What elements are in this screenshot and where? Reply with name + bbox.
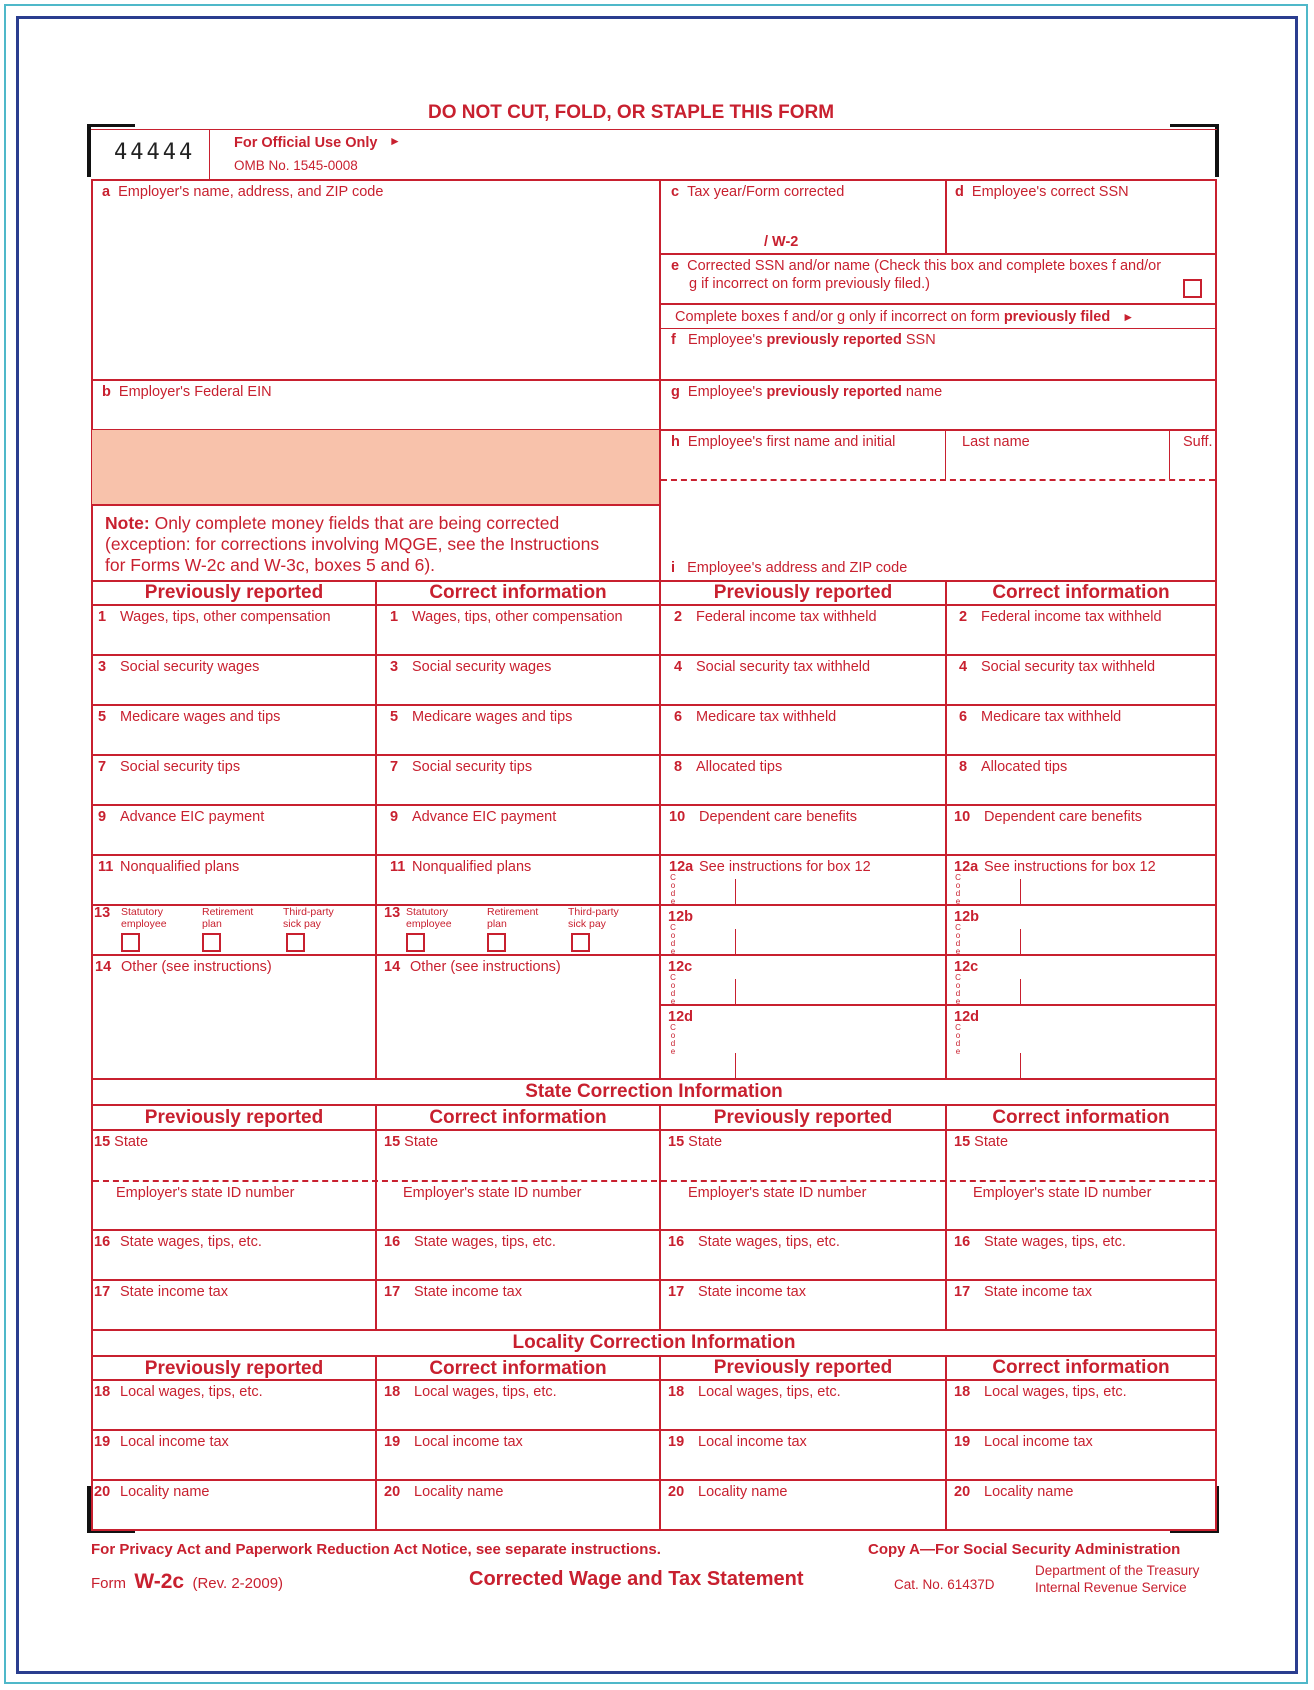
thirdparty-checkbox[interactable]: [571, 933, 590, 952]
rule: [91, 1479, 1217, 1481]
form-title: Corrected Wage and Tax Statement: [469, 1568, 804, 1590]
retirement-label: Retirement plan: [202, 906, 254, 930]
box-b-label: b Employer's Federal EIN: [102, 384, 272, 400]
rule: [945, 429, 946, 479]
box-13-corr-num: 13: [384, 905, 401, 921]
state-id-prev: Employer's state ID number: [116, 1185, 295, 1201]
rule: [91, 704, 1217, 706]
arrow-icon: ►: [1122, 310, 1135, 324]
box-19-corr-2: 19 Local income tax: [954, 1434, 1093, 1450]
dashed-rule: [93, 1180, 1215, 1182]
box-5-prev: 5 Medicare wages and tips: [98, 709, 281, 725]
rule: [375, 1355, 377, 1530]
rule: [659, 1104, 661, 1330]
box-12d-prev: 12d: [668, 1009, 693, 1025]
header-corr-2: Correct information: [992, 582, 1170, 603]
box-14-corr: 14 Other (see instructions): [384, 959, 561, 975]
box-6-corr: 6 Medicare tax withheld: [959, 709, 1122, 725]
thirdparty-checkbox[interactable]: [286, 933, 305, 952]
box-20-prev-2: 20 Locality name: [668, 1484, 788, 1500]
corner-mark: [87, 124, 135, 127]
state-id-corr: Employer's state ID number: [403, 1185, 582, 1201]
rule: [1020, 879, 1021, 904]
box-9-prev: 9 Advance EIC payment: [98, 809, 265, 825]
box-17-corr: 17 State income tax: [384, 1284, 522, 1300]
dashed-rule: [661, 479, 1215, 481]
form-footer: Form W-2c (Rev. 2-2009): [91, 1570, 284, 1593]
rule: [91, 804, 1217, 806]
form-name: W-2c: [134, 1570, 185, 1593]
rule: [91, 1104, 1217, 1106]
box-18-corr-2: 18 Local wages, tips, etc.: [954, 1384, 1127, 1400]
locality-header-corr-2: Correct information: [992, 1357, 1170, 1378]
box-i-label: i Employee's address and ZIP code: [671, 560, 908, 576]
arrow-icon: ►: [389, 134, 401, 148]
box-12a-corr: 12a See instructions for box 12: [954, 859, 1156, 875]
box-12c-corr: 12c: [954, 959, 979, 975]
rule: [91, 1129, 1217, 1131]
box-19-corr: 19 Local income tax: [384, 1434, 523, 1450]
box-e-label-line2: g if incorrect on form previously filed.): [689, 276, 930, 292]
box-3-corr: 3 Social security wages: [390, 659, 552, 675]
rule: [91, 129, 1217, 130]
box-17-prev-2: 17 State income tax: [668, 1284, 806, 1300]
box-10-corr: 10 Dependent care benefits: [954, 809, 1142, 825]
note-line-1: Note: Only complete money fields that are being corrected: [105, 513, 560, 533]
rule: [659, 253, 1217, 255]
rule: [91, 854, 1217, 856]
rule: [91, 954, 1217, 956]
locality-header-prev-1: Previously reported: [144, 1358, 324, 1379]
rule: [91, 754, 1217, 756]
box-c-form: / W-2: [764, 234, 799, 250]
box-7-prev: 7 Social security tips: [98, 759, 241, 775]
state-header-prev-1: Previously reported: [144, 1107, 324, 1128]
corner-mark: [87, 124, 91, 177]
note-line-3: for Forms W-2c and W-3c, boxes 5 and 6).: [105, 555, 436, 575]
box-3-prev: 3 Social security wages: [98, 659, 260, 675]
rule: [91, 1429, 1217, 1431]
box-9-corr: 9 Advance EIC payment: [390, 809, 557, 825]
box-6-prev: 6 Medicare tax withheld: [674, 709, 837, 725]
state-header-corr-1: Correct information: [429, 1107, 607, 1128]
state-title: State Correction Information: [525, 1081, 783, 1102]
box-13-prev-num: 13: [94, 905, 111, 921]
box-1-corr: 1 Wages, tips, other compensation: [390, 609, 623, 625]
rule: [659, 1355, 661, 1530]
statutory-checkbox[interactable]: [406, 933, 425, 952]
thirdparty-label: Third-party sick pay: [283, 906, 334, 930]
box-12b-corr: 12b: [954, 909, 979, 925]
header-corr-1: Correct information: [429, 582, 607, 603]
rule: [659, 1004, 1217, 1006]
last-name-label: Last name: [962, 434, 1030, 450]
dept-line-1: Department of the Treasury: [1035, 1563, 1200, 1578]
box-a-label: a Employer's name, address, and ZIP code: [102, 184, 384, 200]
warning-title: DO NOT CUT, FOLD, OR STAPLE THIS FORM: [428, 102, 835, 123]
code-label: C o d e: [955, 973, 961, 1006]
rule: [91, 654, 1217, 656]
rule: [91, 179, 1217, 181]
shaded-area: [92, 430, 659, 504]
box-16-corr: 16 State wages, tips, etc.: [384, 1234, 556, 1250]
locality-header-prev-2: Previously reported: [713, 1357, 893, 1378]
rule: [735, 979, 736, 1004]
cat-number: Cat. No. 61437D: [894, 1577, 995, 1592]
box-11-corr: 11 Nonqualified plans: [390, 859, 532, 875]
retirement-checkbox[interactable]: [202, 933, 221, 952]
box-4-prev: 4 Social security tax withheld: [674, 659, 871, 675]
rule: [1020, 1053, 1021, 1078]
box-12d-corr: 12d: [954, 1009, 979, 1025]
statutory-label: Statutory employee: [121, 906, 167, 930]
rule: [1020, 979, 1021, 1004]
rule: [659, 328, 1217, 329]
retirement-label: Retirement plan: [487, 906, 539, 930]
copy-a-label: Copy A—For Social Security Administration: [868, 1541, 1181, 1558]
rule: [91, 1329, 1217, 1331]
box-19-prev-2: 19 Local income tax: [668, 1434, 807, 1450]
box-18-prev: 18 Local wages, tips, etc.: [94, 1384, 263, 1400]
statutory-checkbox[interactable]: [121, 933, 140, 952]
box-18-prev-2: 18 Local wages, tips, etc.: [668, 1384, 841, 1400]
box-19-prev: 19 Local income tax: [94, 1434, 229, 1450]
rule: [91, 1229, 1217, 1231]
rule: [735, 1053, 736, 1078]
state-header-prev-2: Previously reported: [713, 1107, 893, 1128]
box-e-label: e Corrected SSN and/or name (Check this box and complete boxes f and/or: [671, 258, 1162, 274]
corner-mark: [1170, 124, 1218, 127]
locality-title: Locality Correction Information: [512, 1332, 796, 1353]
official-use-label: For Official Use Only: [234, 135, 378, 151]
box-17-corr-2: 17 State income tax: [954, 1284, 1092, 1300]
box-2-prev: 2 Federal income tax withheld: [674, 609, 877, 625]
box-11-prev: 11 Nonqualified plans: [98, 859, 240, 875]
rule: [91, 504, 660, 506]
box-14-prev: 14 Other (see instructions): [95, 959, 272, 975]
box-15-corr-2: 15 State: [954, 1134, 1009, 1150]
box-2-corr: 2 Federal income tax withheld: [959, 609, 1162, 625]
rule: [659, 303, 1217, 305]
box-16-corr-2: 16 State wages, tips, etc.: [954, 1234, 1126, 1250]
form-code: 44444: [114, 140, 196, 165]
code-label: C o d e: [670, 973, 676, 1006]
box-20-corr: 20 Locality name: [384, 1484, 504, 1500]
rule: [91, 1529, 1217, 1531]
box-16-prev-2: 16 State wages, tips, etc.: [668, 1234, 840, 1250]
rule: [1020, 929, 1021, 954]
rule: [659, 429, 1217, 431]
box-17-prev: 17 State income tax: [94, 1284, 228, 1300]
state-id-prev-2: Employer's state ID number: [688, 1185, 867, 1201]
box-c-label: c Tax year/Form corrected: [671, 184, 845, 200]
box-16-prev: 16 State wages, tips, etc.: [94, 1234, 262, 1250]
note-line-2: (exception: for corrections involving MQGE, see the Instructions: [105, 534, 600, 554]
rule: [91, 604, 1217, 606]
code-label: C o d e: [955, 923, 961, 956]
box-8-prev: 8 Allocated tips: [674, 759, 783, 775]
box-20-corr-2: 20 Locality name: [954, 1484, 1074, 1500]
rule: [91, 1078, 1217, 1080]
box-12b-prev: 12b: [668, 909, 693, 925]
rule: [945, 1104, 947, 1330]
box-h-label: h Employee's first name and initial: [671, 434, 896, 450]
box-8-corr: 8 Allocated tips: [959, 759, 1068, 775]
box-15-prev-2: 15 State: [668, 1134, 723, 1150]
box-20-prev: 20 Locality name: [94, 1484, 210, 1500]
locality-header-corr-1: Correct information: [429, 1358, 607, 1379]
box-12a-prev: 12a See instructions for box 12: [669, 859, 871, 875]
box-g-label: g Employee's previously reported name: [671, 384, 943, 400]
box-18-corr: 18 Local wages, tips, etc.: [384, 1384, 557, 1400]
state-id-corr-2: Employer's state ID number: [973, 1185, 1152, 1201]
rule: [91, 379, 660, 381]
privacy-notice: For Privacy Act and Paperwork Reduction Act Notice, see separate instructions.: [91, 1541, 661, 1558]
retirement-checkbox[interactable]: [487, 933, 506, 952]
state-header-corr-2: Correct information: [992, 1107, 1170, 1128]
rule: [375, 1104, 377, 1330]
complete-instruction: Complete boxes f and/or g only if incorrect on form previously filed ►: [675, 309, 1135, 325]
code-label: C o d e: [670, 923, 676, 956]
code-label: C o d e: [670, 1023, 676, 1056]
header-prev-2: Previously reported: [713, 582, 893, 603]
rule: [735, 879, 736, 904]
box-e-checkbox[interactable]: [1183, 279, 1202, 298]
box-4-corr: 4 Social security tax withheld: [959, 659, 1156, 675]
header-prev-1: Previously reported: [144, 582, 324, 603]
rule: [735, 929, 736, 954]
thirdparty-label: Third-party sick pay: [568, 906, 619, 930]
code-label: C o d e: [670, 873, 676, 906]
omb-number: OMB No. 1545-0008: [234, 158, 358, 173]
box-7-corr: 7 Social security tips: [390, 759, 533, 775]
rule: [659, 379, 1217, 381]
rule: [91, 904, 1217, 906]
rule: [945, 1355, 947, 1530]
dept-line-2: Internal Revenue Service: [1035, 1580, 1187, 1595]
rule: [1169, 429, 1170, 479]
box-15-corr: 15 State: [384, 1134, 439, 1150]
rule: [945, 179, 947, 253]
code-label: C o d e: [955, 873, 961, 906]
rule: [91, 1279, 1217, 1281]
box-1-prev: 1 Wages, tips, other compensation: [98, 609, 331, 625]
box-12c-prev: 12c: [668, 959, 693, 975]
box-15-prev: 15 State: [94, 1134, 149, 1150]
box-d-label: d Employee's correct SSN: [955, 184, 1129, 200]
corner-mark: [1215, 124, 1219, 177]
box-f-label: f Employee's previously reported SSN: [671, 332, 936, 348]
box-5-corr: 5 Medicare wages and tips: [390, 709, 573, 725]
statutory-label: Statutory employee: [406, 906, 452, 930]
rule: [209, 129, 210, 179]
box-10-prev: 10 Dependent care benefits: [669, 809, 857, 825]
code-label: C o d e: [955, 1023, 961, 1056]
suffix-label: Suff.: [1183, 434, 1213, 450]
